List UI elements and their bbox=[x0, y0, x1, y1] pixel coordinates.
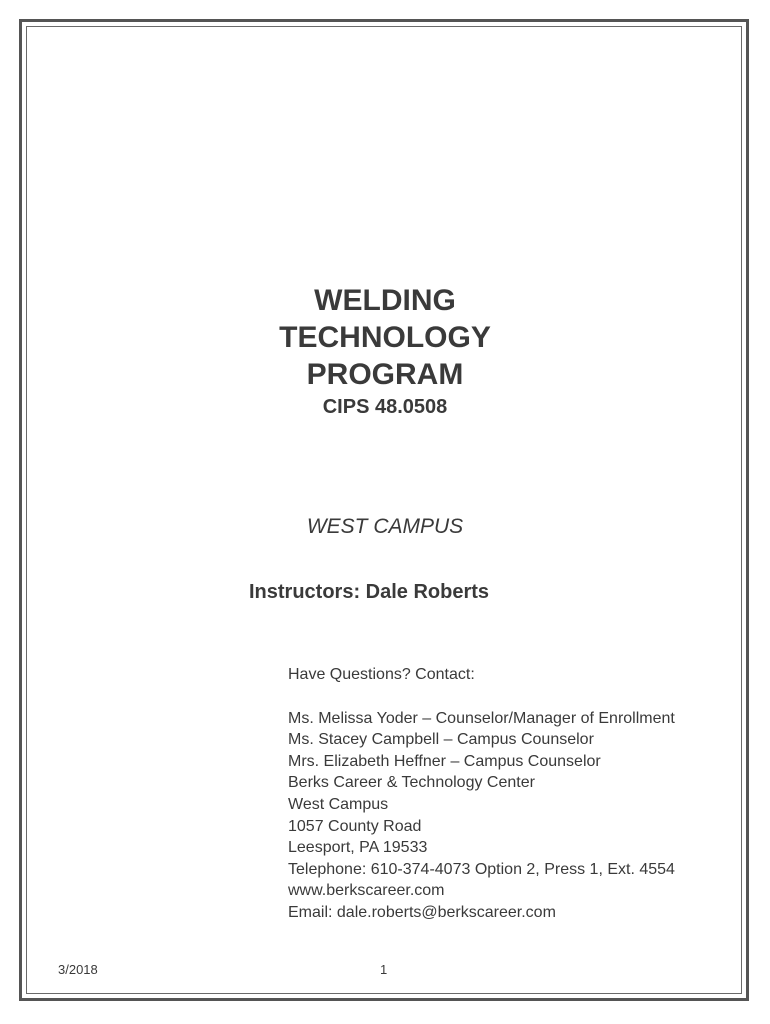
contact-line: Ms. Stacey Campbell – Campus Counselor bbox=[288, 731, 594, 749]
title-line-2: TECHNOLOGY bbox=[279, 321, 491, 354]
contact-email: Email: dale.roberts@berkscareer.com bbox=[288, 903, 556, 921]
footer-date: 3/2018 bbox=[58, 962, 98, 977]
contact-line: 1057 County Road bbox=[288, 817, 422, 835]
contact-block bbox=[288, 664, 675, 924]
cips-code: CIPS 48.0508 bbox=[322, 396, 448, 418]
contact-heading: Have Questions? Contact: bbox=[288, 666, 475, 683]
contact-phone: Telephone: 610-374-4073 Option 2, Press 1, Ext. 4554 bbox=[288, 860, 675, 878]
title-line-3: PROGRAM bbox=[306, 358, 464, 391]
contact-line: Mrs. Elizabeth Heffner – Campus Counselor bbox=[288, 752, 601, 770]
contact-spacer bbox=[288, 686, 675, 708]
instructors-line: Instructors: Dale Roberts bbox=[249, 581, 490, 603]
footer-page-number: 1 bbox=[380, 962, 388, 977]
contact-line: West Campus bbox=[288, 795, 389, 813]
title-line-1: WELDING bbox=[314, 284, 456, 317]
campus-name: WEST CAMPUS bbox=[306, 515, 464, 538]
contact-website: www.berkscareer.com bbox=[288, 882, 445, 900]
contact-line: Ms. Melissa Yoder – Counselor/Manager of Enrollment bbox=[288, 709, 675, 727]
contact-line: Leesport, PA 19533 bbox=[288, 839, 428, 857]
contact-line: Berks Career & Technology Center bbox=[288, 774, 535, 792]
